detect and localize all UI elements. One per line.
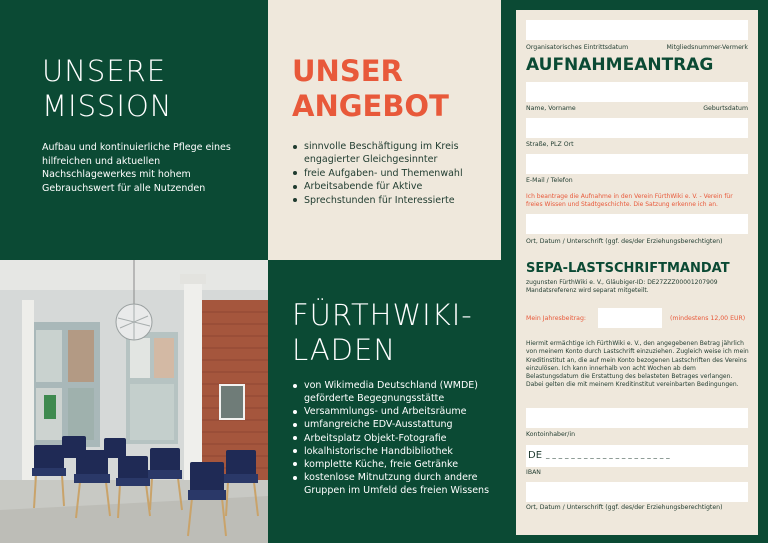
- name-field[interactable]: [526, 82, 748, 102]
- mission-title: [42, 54, 172, 124]
- entry-date-label: Organisatorisches Eintrittsdatum: [526, 44, 629, 51]
- signature-field-1[interactable]: [526, 214, 748, 234]
- angebot-list: [292, 140, 497, 207]
- sepa-reference-line: Mandatsreferenz wird separat mitgeteilt.: [526, 287, 649, 294]
- member-no-label: Mitgliedsnummer-Vermerk: [666, 44, 748, 51]
- laden-item: kostenlose Mitnutzung durch andere Gruppen im Umfeld des freien Wissens: [292, 471, 514, 497]
- iban-field[interactable]: [526, 445, 748, 467]
- laden-title-line2: LADEN: [292, 333, 397, 367]
- membership-form: [516, 10, 758, 535]
- entry-date-field[interactable]: [526, 20, 748, 40]
- laden-room-photo: [0, 260, 268, 543]
- signature-label-2: Ort, Datum / Unterschrift (ggf. des/der Erziehungsberechtigten): [526, 504, 723, 511]
- laden-item: komplette Küche, freie Getränke: [292, 458, 514, 471]
- street-label: Straße, PLZ Ort: [526, 141, 574, 148]
- angebot-title-line2: ANGEBOT: [292, 89, 449, 123]
- name-label: Name, Vorname: [526, 105, 576, 112]
- signature-label-1: Ort, Datum / Unterschrift (ggf. des/der Erziehungsberechtigten): [526, 238, 723, 245]
- laden-title-line1: FÜRTHWIKI-: [292, 298, 473, 332]
- laden-item: lokalhistorische Handbibliothek: [292, 445, 514, 458]
- sepa-heading: SEPA-LASTSCHRIFTMANDAT: [526, 261, 730, 276]
- membership-statement: Ich beantrage die Aufnahme in den Verein FürthWiki e. V. - Verein für freies Wissen und Stadtgeschichte. Die Satzung erkenne ich an.: [526, 193, 733, 209]
- fee-field[interactable]: [598, 308, 662, 328]
- birth-label: Geburtsdatum: [703, 105, 748, 112]
- iban-prefix: DE: [528, 450, 543, 461]
- angebot-item: sinnvolle Beschäftigung im Kreis engagierter Gleichgesinnter: [292, 140, 497, 166]
- angebot-title: [292, 54, 449, 124]
- mandate-text: Hiermit ermächtige ich FürthWiki e. V., den angegebenen Betrag jährlich von meinem Konto durch Lastschrift einzuziehen. Zugleich weise ich mein Kreditinstitut an, die auf mein Konto bezogenen Lastschriften des Vereins einzulösen. Ich kann innerhalb von acht Wochen ab dem Belastungsdatum die Erstattung des belasteten Betrages verlangen. Dabei gelten die mit meinem Kreditinstitut vereinbarten Bedingungen.: [526, 340, 749, 389]
- email-label: E-Mail / Telefon: [526, 177, 573, 184]
- account-holder-label: Kontoinhaber/in: [526, 431, 576, 438]
- laden-title: [292, 298, 473, 368]
- angebot-item: freie Aufgaben- und Themenwahl: [292, 167, 497, 180]
- angebot-title-line1: UNSER: [292, 54, 403, 88]
- account-holder-field[interactable]: [526, 408, 748, 428]
- room-illustration: [0, 260, 268, 543]
- fee-label: Mein Jahresbeitrag:: [526, 315, 586, 322]
- iban-label: IBAN: [526, 469, 541, 476]
- mission-panel: [0, 0, 268, 260]
- laden-item: von Wikimedia Deutschland (WMDE) geförderte Begegnungsstätte: [292, 379, 514, 405]
- iban-mask: _ _ _ _ _ _ _ _ _ _ _ _ _ _ _ _ _ _ _ _: [546, 451, 670, 459]
- email-field[interactable]: [526, 154, 748, 174]
- laden-list: [292, 379, 514, 497]
- angebot-item: Sprechstunden für Interessierte: [292, 194, 497, 207]
- fee-minimum: (mindestens 12,00 EUR): [670, 315, 746, 322]
- mission-title-line2: MISSION: [42, 89, 173, 123]
- laden-item: Versammlungs- und Arbeitsräume: [292, 405, 514, 418]
- laden-item: umfangreiche EDV-Ausstattung: [292, 418, 514, 431]
- mission-title-line1: UNSERE: [42, 54, 167, 88]
- mission-text: Aufbau und kontinuierliche Pflege eines hilfreichen und aktuellen Nachschlagewerkes mit hohem Gebrauchswert für alle Nutzenden: [42, 142, 231, 194]
- aufnahme-heading: AUFNAHMEANTRAG: [526, 55, 714, 75]
- laden-item: Arbeitsplatz Objekt-Fotografie: [292, 432, 514, 445]
- angebot-panel: [268, 0, 501, 260]
- angebot-item: Arbeitsabende für Aktive: [292, 180, 497, 193]
- street-field[interactable]: [526, 118, 748, 138]
- signature-field-2[interactable]: [526, 482, 748, 502]
- laden-panel: [268, 260, 516, 543]
- sepa-creditor-line: zugunsten FürthWiki e. V., Gläubiger-ID: DE27ZZZ00001207909: [526, 279, 718, 286]
